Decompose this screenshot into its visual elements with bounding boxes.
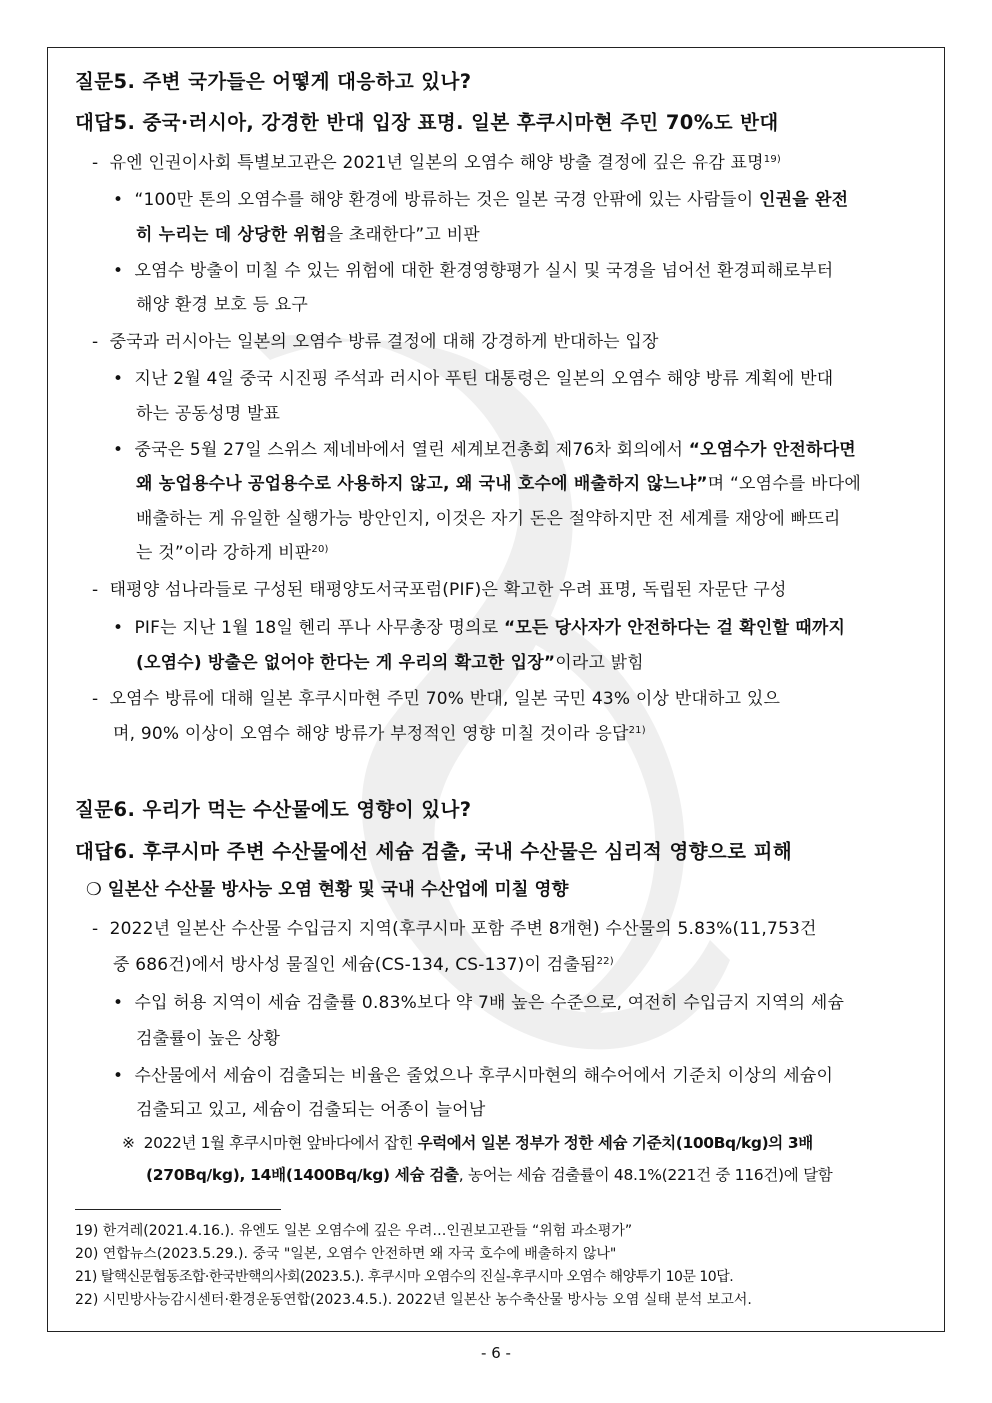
- bullet-marker: •: [113, 618, 124, 638]
- q6-item-3-cont: 검출되고 있고, 세슘이 검출되는 어종이 늘어남: [136, 1100, 486, 1120]
- item-text-bold: 히 누리는 데 상당한 위험: [136, 225, 327, 245]
- subheading-text: 일본산 수산물 방사능 오염 현황 및 국내 수산업에 미칠 영향: [107, 880, 569, 900]
- item-text: 중국과 러시아는 일본의 오염수 방류 결정에 대해 강경하게 반대하는 입장: [109, 332, 659, 352]
- bullet-marker: •: [113, 369, 124, 389]
- item-text: 유엔 인권이사회 특별보고관은 2021년 일본의 오염수 해양 방출 결정에 깊은 유감 표명: [109, 153, 764, 173]
- dash-marker: -: [92, 153, 99, 173]
- item-text: 오염수 방류에 대해 일본 후쿠시마현 주민 70% 반대, 일본 국민 43% 이상 반대하고 있으: [109, 689, 781, 709]
- question-6-heading: 질문6. 우리가 먹는 수산물에도 영향이 있나?: [75, 798, 472, 821]
- q5-item-1: [92, 155, 781, 172]
- item-text: 는 것”이라 강하게 비판: [136, 543, 312, 563]
- answer-6-heading: 대답6. 후쿠시마 주변 수산물에선 세슘 검출, 국내 수산물은 심리적 영향으로 피해: [75, 840, 793, 863]
- q5-item-7: [92, 582, 787, 599]
- q5-item-2: [113, 192, 848, 209]
- q6-item-2: [113, 995, 844, 1012]
- note-text: 2022년 1월 후쿠시마현 앞바다에서 잡힌: [143, 1134, 418, 1152]
- item-text: 지난 2월 4일 중국 시진핑 주석과 러시아 푸틴 대통령은 일본의 오염수 해양 방류 계획에 반대: [134, 369, 834, 389]
- item-text-bold: 인권을 완전: [759, 190, 849, 210]
- dash-marker: -: [92, 689, 99, 709]
- q6-subheading: [86, 882, 568, 900]
- footnote-22: 22) 시민방사능감시센터·환경운동연합(2023.4.5.). 2022년 일본산 농수축산물 방사능 오염 실태 분석 보고서.: [75, 1292, 752, 1308]
- bullet-marker: •: [113, 1066, 124, 1086]
- bullet-marker: •: [113, 190, 124, 210]
- q5-item-9-cont: [113, 726, 646, 743]
- q5-item-6-cont2: 배출하는 게 유일한 실행가능 방안인지, 이것은 자기 돈은 절약하지만 전 세계를 재앙에 빠뜨리: [136, 509, 841, 529]
- item-text-bold: 왜 농업용수나 공업용수로 사용하지 않고, 왜 국내 호수에 배출하지 않느냐”: [136, 474, 708, 494]
- page-number: - 6 -: [481, 1344, 511, 1362]
- bullet-marker: •: [113, 261, 124, 281]
- answer-5-heading: 대답5. 중국·러시아, 강경한 반대 입장 표명. 일본 후쿠시마현 주민 70%도 반대: [75, 111, 779, 134]
- item-text: 중 686건)에서 방사성 물질인 세슘(CS-134, CS-137)이 검출됨: [113, 955, 597, 975]
- q5-item-3-cont: 해양 환경 보호 등 요구: [136, 295, 309, 315]
- q5-item-5-cont: 하는 공동성명 발표: [136, 404, 281, 424]
- item-text: 수산물에서 세슘이 검출되는 비율은 줄었으나 후쿠시마현의 해수어에서 기준치 이상의 세슘이: [134, 1066, 834, 1086]
- bullet-marker: •: [113, 993, 124, 1013]
- footnote-divider: [75, 1209, 281, 1210]
- note-text: , 농어는 세슘 검출률이 48.1%(221건 중 116건)에 달함: [458, 1166, 833, 1184]
- item-text: 이라고 밝힘: [555, 653, 644, 673]
- footnote-21: 21) 탈핵신문협동조합·한국반핵의사회(2023.5.). 후쿠시마 오염수의 진실-후쿠시마 오염수 해양투기 10문 10답.: [75, 1269, 734, 1285]
- q6-item-2-cont: 검출률이 높은 상황: [136, 1029, 281, 1049]
- item-text: 며, 90% 이상이 오염수 해양 방류가 부정적인 영향 미칠 것이라 응답: [113, 724, 629, 744]
- item-text: 오염수 방출이 미칠 수 있는 위험에 대한 환경영향평가 실시 및 국경을 넘어선 환경피해로부터: [134, 261, 834, 281]
- dash-marker: -: [92, 332, 99, 352]
- q6-item-1: [92, 921, 817, 938]
- q6-item-3: [113, 1068, 833, 1085]
- item-text: PIF는 지난 1월 18일 헨리 푸나 사무총장 명의로: [134, 618, 504, 638]
- reference-mark: ※: [122, 1134, 135, 1152]
- item-text: 2022년 일본산 수산물 수입금지 지역(후쿠시마 포함 주변 8개현) 수산물의 5.83%(11,753건: [109, 919, 817, 939]
- q5-item-3: [113, 263, 833, 280]
- q5-item-2-cont: [136, 227, 480, 244]
- question-5-heading: 질문5. 주변 국가들은 어떻게 대응하고 있나?: [75, 70, 472, 93]
- q5-item-8-cont: [136, 655, 644, 672]
- q5-item-9: [92, 691, 780, 708]
- footnote-ref-21: 21): [628, 725, 646, 736]
- dash-marker: -: [92, 919, 99, 939]
- item-text-bold: (오염수) 방출은 없어야 한다는 게 우리의 확고한 입장”: [136, 653, 556, 673]
- item-text: “100만 톤의 오염수를 해양 환경에 방류하는 것은 일본 국경 안팎에 있는 사람들이: [134, 190, 760, 210]
- footnote-ref-22: 22): [596, 956, 614, 967]
- circle-bullet-icon: ❍: [86, 880, 102, 900]
- q6-note-cont: [146, 1168, 832, 1184]
- item-text-bold: “오염수가 안전하다면: [688, 440, 856, 460]
- item-text: 수입 허용 지역이 세슘 검출률 0.83%보다 약 7배 높은 수준으로, 여전히 수입금지 지역의 세슘: [134, 993, 845, 1013]
- footnote-ref-20: 20): [311, 544, 329, 555]
- item-text: 태평양 섬나라들로 구성된 태평양도서국포럼(PIF)은 확고한 우려 표명, 독립된 자문단 구성: [109, 580, 787, 600]
- q5-item-5: [113, 371, 833, 388]
- item-text: 며 “오염수를 바다에: [707, 474, 861, 494]
- footnote-ref-19: 19): [763, 154, 782, 165]
- item-text: 을 초래한다”고 비판: [326, 225, 480, 245]
- footnote-19: 19) 한겨레(2021.4.16.). 유엔도 일본 오염수에 깊은 우려…인권보고관들 “위험 과소평가”: [75, 1223, 633, 1239]
- footnote-20: 20) 연합뉴스(2023.5.29.). 중국 "일본, 오염수 안전하면 왜 자국 호수에 배출하지 않나": [75, 1246, 617, 1262]
- q5-item-6-cont: [136, 476, 861, 493]
- bullet-marker: •: [113, 440, 124, 460]
- q5-item-6-cont3: [136, 545, 329, 562]
- q5-item-8: [113, 620, 845, 637]
- item-text-bold: “모든 당사자가 안전하다는 걸 확인할 때까지: [503, 618, 846, 638]
- q5-item-6: [113, 442, 856, 459]
- note-text-bold: 우럭에서 일본 정부가 정한 세슘 기준치(100Bq/kg)의 3배: [417, 1134, 813, 1152]
- q5-item-4: [92, 334, 659, 351]
- dash-marker: -: [92, 580, 99, 600]
- q6-item-1-cont: [113, 957, 614, 974]
- note-text-bold: (270Bq/kg), 14배(1400Bq/kg) 세슘 검출: [146, 1166, 459, 1184]
- q6-note: [122, 1136, 813, 1152]
- item-text: 중국은 5월 27일 스위스 제네바에서 열린 세계보건총회 제76차 회의에서: [134, 440, 689, 460]
